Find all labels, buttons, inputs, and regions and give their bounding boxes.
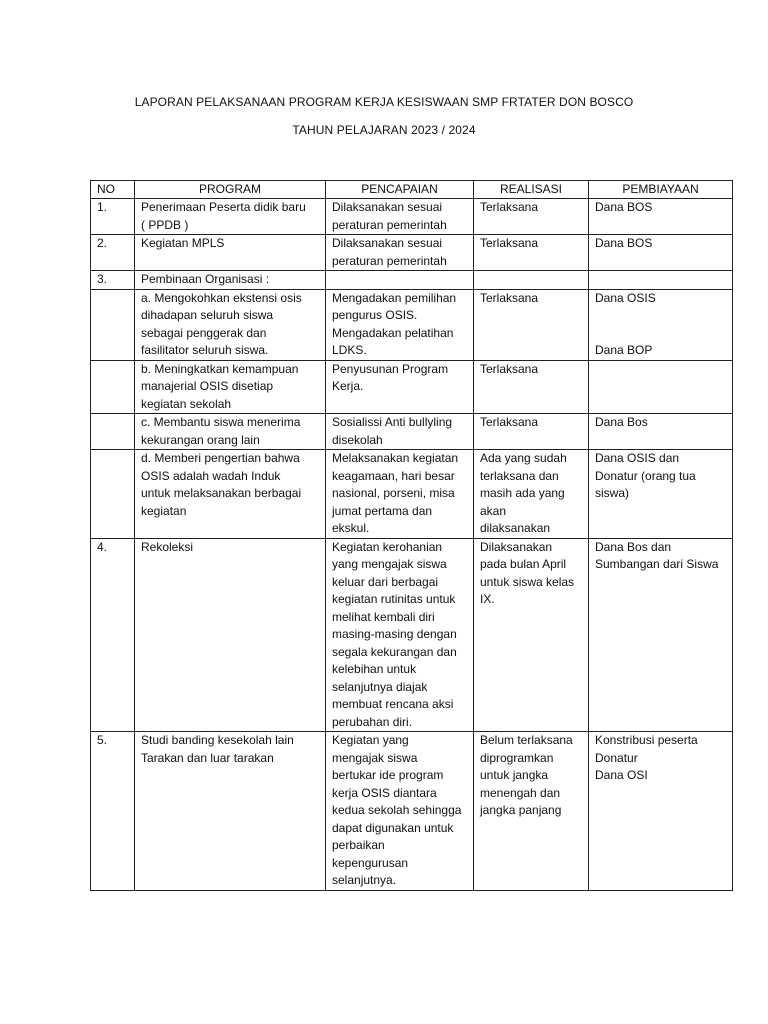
cell-no: 4. (91, 538, 135, 732)
header-realisasi: REALISASI (474, 181, 589, 199)
cell-pembiayaan: Dana Bos (589, 414, 733, 450)
cell-no: 5. (91, 732, 135, 891)
cell-realisasi: Terlaksana (474, 235, 589, 271)
cell-realisasi: Terlaksana (474, 414, 589, 450)
table-row (91, 450, 733, 539)
cell-pembiayaan: Konstribusi peserta Donatur Dana OSI (589, 732, 733, 891)
cell-pencapaian: Kegiatan kerohanian yang mengajak siswa keluar dari berbagai kegiatan rutinitas untuk melihat kembali diri masing-masing dengan segala kekurangan dan kelebihan untuk selanjutnya diajak membuat rencana aksi perubahan diri. (326, 538, 474, 732)
academic-year-title: TAHUN PELAJARAN 2023 / 2024 (292, 123, 476, 137)
cell-pencapaian: Melaksanakan kegiatan keagamaan, hari besar nasional, porseni, misa jumat pertama dan ekskul. (326, 450, 474, 539)
cell-no: 1. (91, 199, 135, 235)
table-row (91, 360, 733, 414)
cell-pencapaian: Kegiatan yang mengajak siswa bertukar ide program kerja OSIS diantara kedua sekolah sehingga dapat digunakan untuk perbaikan kepengurusan selanjutnya. (326, 732, 474, 891)
cell-realisasi: Belum terlaksana diprogramkan untuk jangka menengah dan jangka panjang (474, 732, 589, 891)
cell-program: Studi banding kesekolah lain Tarakan dan luar tarakan (135, 732, 326, 891)
cell-pembiayaan: Dana BOS (589, 199, 733, 235)
cell-pembiayaan: Dana Bos dan Sumbangan dari Siswa (589, 538, 733, 732)
report-title: LAPORAN PELAKSANAAN PROGRAM KERJA KESISWAAN SMP FRTATER DON BOSCO (134, 95, 634, 109)
cell-pembiayaan: Dana OSIS dan Donatur (orang tua siswa) (589, 450, 733, 539)
cell-realisasi: Terlaksana (474, 199, 589, 235)
cell-no: 3. (91, 271, 135, 290)
cell-program: Penerimaan Peserta didik baru ( PPDB ) (135, 199, 326, 235)
cell-program: c. Membantu siswa menerima kekurangan orang lain (135, 414, 326, 450)
cell-program: d. Memberi pengertian bahwa OSIS adalah wadah Induk untuk melaksanakan berbagai kegiatan (135, 450, 326, 539)
cell-pembiayaan: Dana OSIS Dana BOP (589, 289, 733, 360)
cell-pencapaian: Dilaksanakan sesuai peraturan pemerintah (326, 199, 474, 235)
cell-realisasi: Terlaksana (474, 360, 589, 414)
table-row (91, 271, 733, 290)
cell-realisasi (474, 271, 589, 290)
header-program: PROGRAM (135, 181, 326, 199)
header-pembiayaan: PEMBIAYAAN (589, 181, 733, 199)
table-row (91, 538, 733, 732)
table-header-row (91, 181, 733, 199)
header-no: NO (91, 181, 135, 199)
program-table (90, 180, 733, 891)
cell-program: b. Meningkatkan kemampuan manajerial OSIS disetiap kegiatan sekolah (135, 360, 326, 414)
cell-realisasi: Dilaksanakan pada bulan April untuk siswa kelas IX. (474, 538, 589, 732)
cell-program: Pembinaan Organisasi : (135, 271, 326, 290)
cell-pencapaian: Mengadakan pemilihan pengurus OSIS. Mengadakan pelatihan LDKS. (326, 289, 474, 360)
cell-pencapaian: Penyusunan Program Kerja. (326, 360, 474, 414)
cell-realisasi: Terlaksana (474, 289, 589, 360)
cell-no: 2. (91, 235, 135, 271)
header-pencapaian: PENCAPAIAN (326, 181, 474, 199)
cell-no (91, 360, 135, 414)
table-row (91, 199, 733, 235)
cell-no (91, 289, 135, 360)
cell-program: Kegiatan MPLS (135, 235, 326, 271)
cell-program: a. Mengokohkan ekstensi osis dihadapan seluruh siswa sebagai penggerak dan fasilitator seluruh siswa. (135, 289, 326, 360)
cell-realisasi: Ada yang sudah terlaksana dan masih ada yang akan dilaksanakan (474, 450, 589, 539)
table-row (91, 732, 733, 891)
cell-no (91, 414, 135, 450)
cell-pembiayaan (589, 360, 733, 414)
cell-pencapaian: Sosialissi Anti bullyling disekolah (326, 414, 474, 450)
cell-pembiayaan: Dana BOS (589, 235, 733, 271)
table-row (91, 289, 733, 360)
cell-no (91, 450, 135, 539)
table-row (91, 235, 733, 271)
cell-pencapaian (326, 271, 474, 290)
table-row (91, 414, 733, 450)
cell-program: Rekoleksi (135, 538, 326, 732)
cell-pembiayaan (589, 271, 733, 290)
cell-pencapaian: Dilaksanakan sesuai peraturan pemerintah (326, 235, 474, 271)
